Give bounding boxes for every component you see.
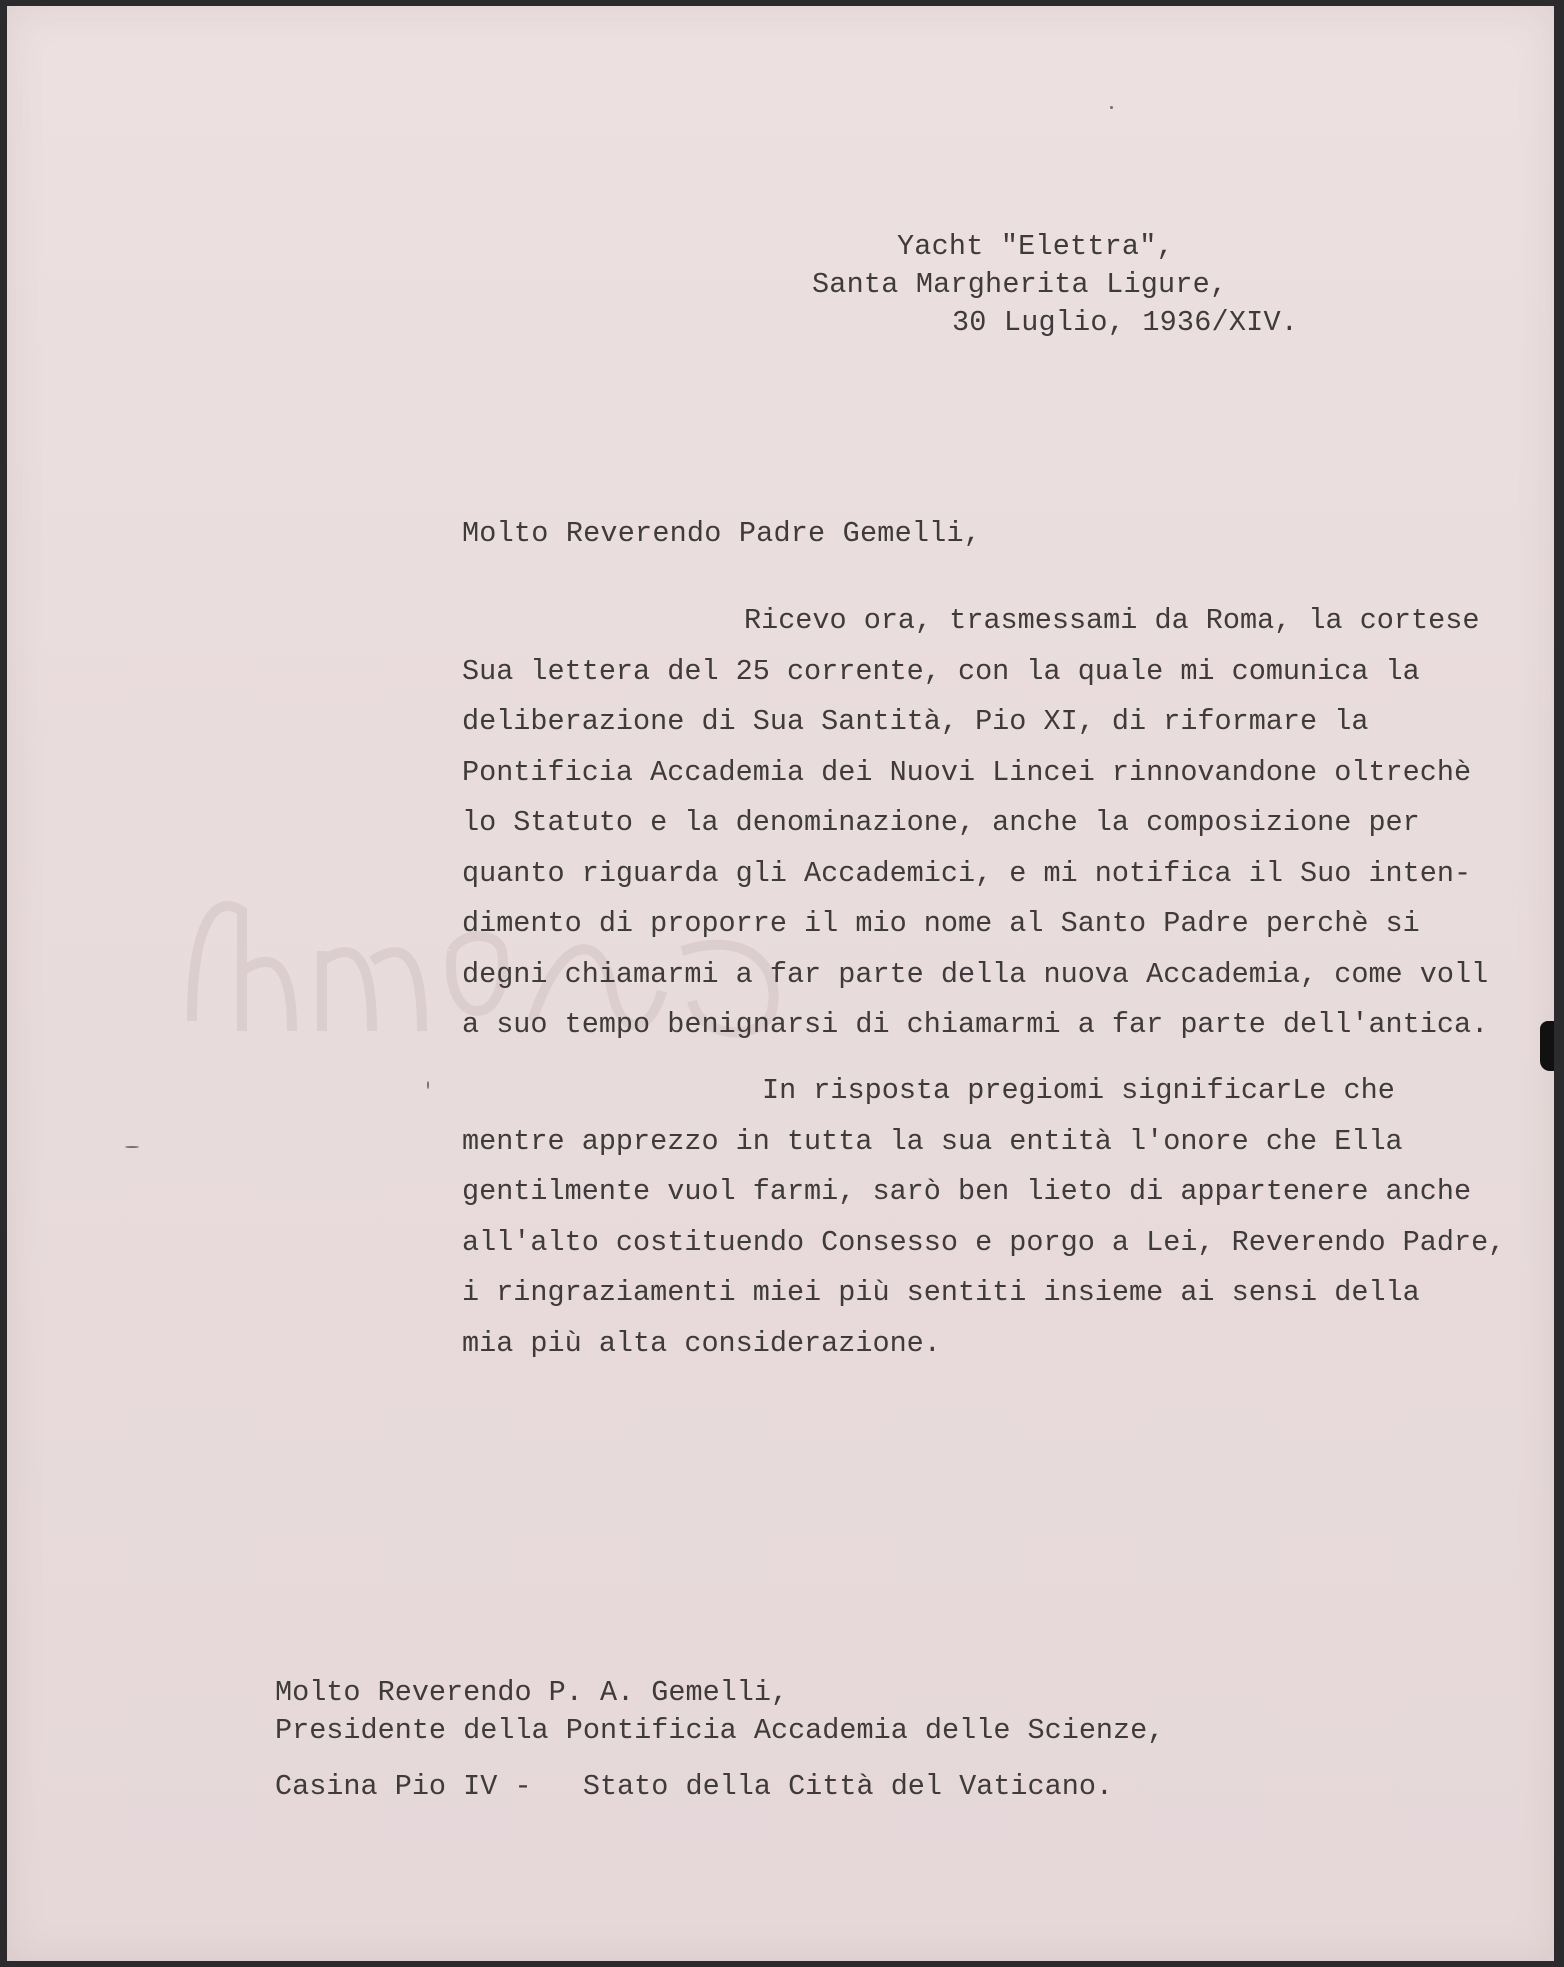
paragraph-line: Pontificia Accademia dei Nuovi Lincei rinnovandone oltrechè — [462, 755, 1472, 789]
paragraph-line: lo Statuto e la denominazione, anche la composizione per — [462, 806, 1420, 839]
paragraph-line: quanto riguarda gli Accademici, e mi notifica il Suo inten- — [462, 856, 1472, 890]
paragraph-line: mia più alta considerazione. — [462, 1326, 941, 1360]
paragraph-2 — [462, 1066, 1532, 1369]
paper-speck — [1110, 106, 1113, 109]
header-location: Santa Margherita Ligure, — [812, 268, 1228, 301]
paragraph-line: mentre apprezzo in tutta la sua entità l'onore che Ella — [462, 1124, 1403, 1158]
header-date: 30 Luglio, 1936/XIV. — [952, 306, 1299, 339]
paragraph-line: degni chiamarmi a far parte della nuova Accademia, come voll — [462, 957, 1489, 991]
paragraph-1 — [462, 596, 1532, 1051]
paragraph-line: dimento di proporre il mio nome al Santo Padre perchè si — [462, 907, 1420, 940]
paragraph-line: Ricevo ora, trasmessami da Roma, la cortese — [744, 604, 1480, 637]
greeting: Molto Reverendo Padre Gemelli, — [462, 517, 982, 550]
paragraph-line: i ringraziamenti miei più sentiti insieme ai sensi della — [462, 1276, 1420, 1309]
address-recipient: Molto Reverendo P. A. Gemelli, — [275, 1676, 789, 1709]
address-location: Casina Pio IV - Stato della Città del Vaticano. — [275, 1770, 1114, 1803]
paragraph-line: all'alto costituendo Consesso e porgo a Lei, Reverendo Padre, — [462, 1225, 1506, 1259]
address-title: Presidente della Pontificia Accademia delle Scienze, — [275, 1714, 1165, 1747]
paragraph-line: In risposta pregiomi significarLe che — [762, 1074, 1395, 1107]
edge-clip-mark — [1540, 1021, 1554, 1071]
paragraph-line: a suo tempo benignarsi di chiamarmi a far parte dell'antica. — [462, 1008, 1489, 1041]
paper-speck — [125, 1146, 139, 1148]
paper-speck — [427, 1081, 429, 1089]
letter-page — [7, 6, 1554, 1961]
paragraph-line: gentilmente vuol farmi, sarò ben lieto di appartenere anche — [462, 1175, 1472, 1208]
paragraph-line: Sua lettera del 25 corrente, con la quale mi comunica la — [462, 654, 1420, 688]
header-yacht-name: Yacht "Elettra", — [897, 230, 1174, 263]
paragraph-line: deliberazione di Sua Santità, Pio XI, di riformare la — [462, 705, 1369, 738]
